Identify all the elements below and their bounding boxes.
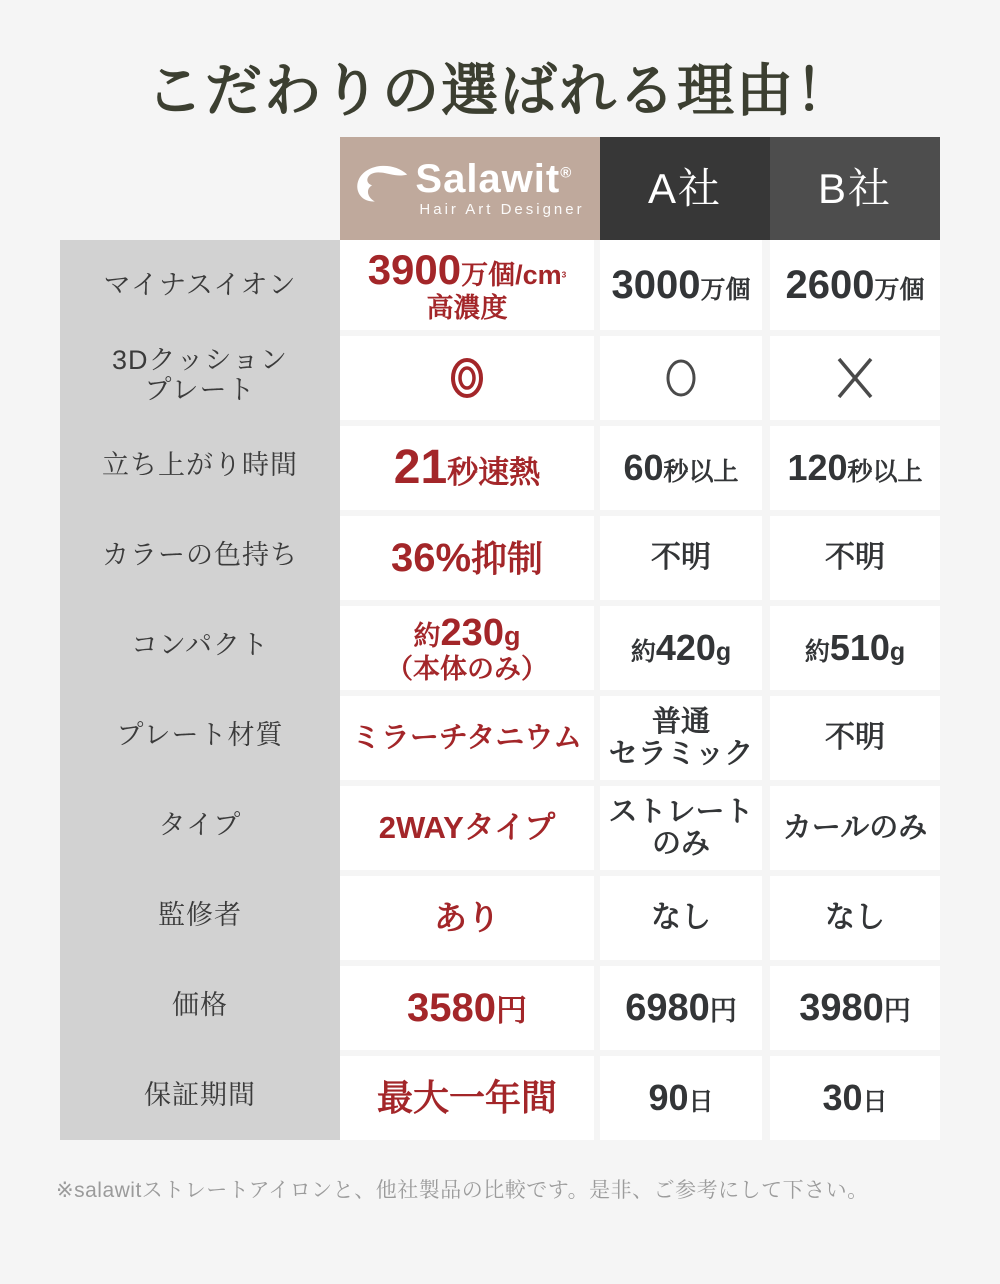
row-label-heatup-time: 立ち上がり時間 xyxy=(60,420,340,510)
cell-salawit-type: 2WAYタイプ xyxy=(340,780,600,870)
cell-a-supervisor: なし xyxy=(600,870,770,960)
header-competitor-a: A社 xyxy=(600,137,770,240)
cell-salawit-weight: 約230g （本体のみ） xyxy=(340,600,600,690)
cell-b-type: カールのみ xyxy=(770,780,940,870)
row-label-cushion-plate: 3Dクッション プレート xyxy=(60,330,340,420)
comparison-table xyxy=(60,137,940,1140)
row-label-supervisor: 監修者 xyxy=(60,870,340,960)
registered-mark: ® xyxy=(560,164,573,182)
cell-b-material: 不明 xyxy=(770,690,940,780)
brand-name: Salawit® xyxy=(415,156,573,201)
row-label-compact: コンパクト xyxy=(60,600,340,690)
cell-b-color: 不明 xyxy=(770,510,940,600)
cell-a-weight: 約420g xyxy=(600,600,770,690)
header-brand-cell xyxy=(340,137,600,240)
cell-a-heatup: 60秒以上 xyxy=(600,420,770,510)
cell-b-minus-ion: 2600万個 xyxy=(770,240,940,330)
cell-salawit-cushion-plate xyxy=(340,330,600,420)
cell-a-price: 6980円 xyxy=(600,960,770,1050)
row-label-warranty: 保証期間 xyxy=(60,1050,340,1140)
page-title: こだわりの選ばれる理由！ xyxy=(146,58,854,123)
header-empty-cell xyxy=(60,137,340,240)
row-label-type: タイプ xyxy=(60,780,340,870)
row-label-color-retention: カラーの色持ち xyxy=(60,510,340,600)
cell-salawit-price: 3580円 xyxy=(340,960,600,1050)
cell-b-warranty: 30日 xyxy=(770,1050,940,1140)
header-competitor-b: B社 xyxy=(770,137,940,240)
cell-b-supervisor: なし xyxy=(770,870,940,960)
row-label-price: 価格 xyxy=(60,960,340,1050)
cross-icon xyxy=(834,356,876,400)
brand-text xyxy=(415,156,585,219)
cell-b-weight: 約510g xyxy=(770,600,940,690)
brand-tagline: Hair Art Designer xyxy=(419,200,585,218)
cell-salawit-supervisor: あり xyxy=(340,870,600,960)
footnote: ※salawitストレートアイロンと、他社製品の比較です。是非、ご参考にして下さい。 xyxy=(56,1179,869,1202)
row-label-minus-ion: マイナスイオン xyxy=(60,240,340,330)
cell-b-heatup: 120秒以上 xyxy=(770,420,940,510)
cell-b-cushion-plate xyxy=(770,330,940,420)
cell-a-minus-ion: 3000万個 xyxy=(600,240,770,330)
double-circle-icon xyxy=(449,353,485,403)
cell-a-cushion-plate xyxy=(600,330,770,420)
logo-swoosh-icon xyxy=(355,164,409,212)
row-label-plate-material: プレート材質 xyxy=(60,690,340,780)
cell-b-price: 3980円 xyxy=(770,960,940,1050)
cell-salawit-material: ミラーチタニウム xyxy=(340,690,600,780)
cell-salawit-color: 36%抑制 xyxy=(340,510,600,600)
brand-logo xyxy=(355,156,585,219)
cell-salawit-warranty: 最大一年間 xyxy=(340,1050,600,1140)
cell-salawit-minus-ion: 3900万個$/cm^3$ 高濃度 xyxy=(340,240,600,330)
circle-icon xyxy=(665,354,697,402)
cell-a-color: 不明 xyxy=(600,510,770,600)
cell-a-warranty: 90日 xyxy=(600,1050,770,1140)
cell-salawit-heatup: 21秒速熱 xyxy=(340,420,600,510)
cell-a-type: ストレート のみ xyxy=(600,780,770,870)
cell-a-material: 普通 セラミック xyxy=(600,690,770,780)
